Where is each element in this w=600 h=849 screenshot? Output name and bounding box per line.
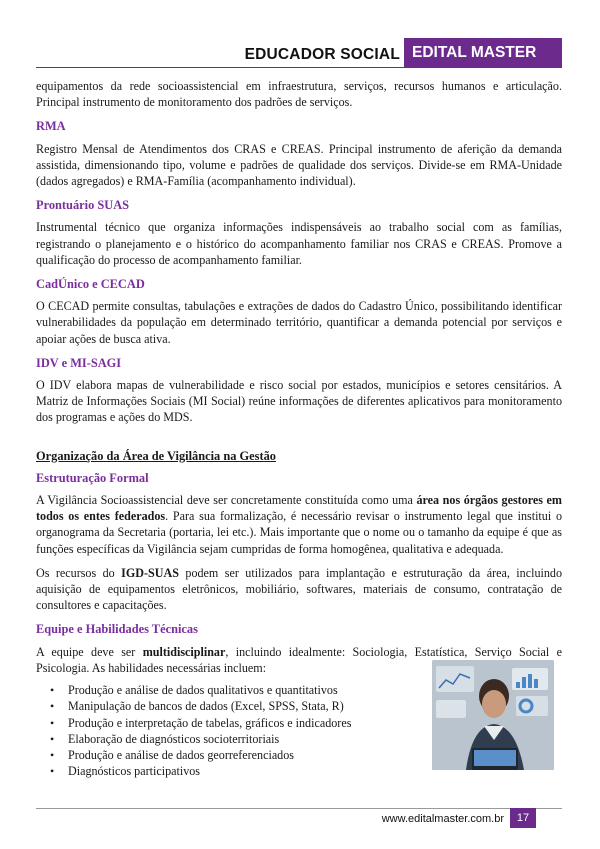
list-item: • Diagnósticos participativos xyxy=(54,763,424,779)
org-heading: Organização da Área de Vigilância na Gestão xyxy=(36,448,277,463)
analyst-dashboard-photo xyxy=(432,660,554,770)
team-paragraph: A equipe deve ser multidisciplinar, incluindo idealmente: Sociologia, Estatística, Serviço Social e Psicologia. As habilidades necessárias incluem: xyxy=(36,644,563,675)
header-course-title: EDUCADOR SOCIAL xyxy=(244,46,400,63)
team-title: Equipe e Habilidades Técnicas xyxy=(36,622,198,637)
skills-list xyxy=(36,682,424,779)
page-header xyxy=(0,0,600,68)
section-title-idv: IDV e MI-SAGI xyxy=(36,355,122,370)
list-item: • Produção e análise de dados georreferenciados xyxy=(54,747,424,763)
list-item: • Manipulação de bancos de dados (Excel, SPSS, Stata, R) xyxy=(54,698,424,714)
section-text-prontuario: Instrumental técnico que organiza informações indispensáveis ao trabalho social com as famílias, registrando o planejamento e o histórico do acompanhamento familiar nos CRAS e CREAS. Promove a qualificação do processo de acompanhamento familiar. xyxy=(36,220,562,267)
section-text-rma: Registro Mensal de Atendimentos dos CRAS e CREAS. Principal instrumento de aferição da demanda assistida, dimensionando tipo, volume e padrões de qualidade dos serviços. Divide-se em RMA-Unidade (dados agregados) e RMA-Família (acompanhamento individual). xyxy=(36,141,562,189)
header-brand-badge: EDITAL MASTER xyxy=(404,38,562,67)
formal-paragraph-1: A Vigilância Socioassistencial deve ser concretamente constituída como uma área nos órgãos gestores em todos os entes federados. Para sua formalização, é necessário revisar o instrumento legal que institui o organograma da Secretaria (portaria, lei etc.). Mais importante que o nome ou o tamanho da equipe é que as funções específicas da Vigilância sejam cumpridas de forma homogênea, qualitativa e adequada. xyxy=(36,493,562,556)
footer-divider xyxy=(36,808,562,809)
list-item: • Produção e análise de dados qualitativos e quantitativos xyxy=(54,682,424,698)
footer-website-link[interactable]: www.editalmaster.com.br xyxy=(381,813,504,825)
section-title-cadunico: CadÚnico e CECAD xyxy=(36,277,145,292)
section-title-prontuario: Prontuário SUAS xyxy=(36,198,130,213)
intro-paragraph: equipamentos da rede socioassistencial em infraestrutura, serviços, recursos humanos e articulação. Principal instrumento de monitoramento dos padrões de serviços. xyxy=(36,79,562,110)
formal-title: Estruturação Formal xyxy=(36,470,149,485)
formal-paragraph-2: Os recursos do IGD-SUAS podem ser utilizados para implantação e estruturação da área, incluindo aquisição de equipamentos eletrônicos, mobiliário, softwares, materiais de consumo, contratação de consultores e capacitações. xyxy=(36,565,562,613)
section-text-idv: O IDV elabora mapas de vulnerabilidade e risco social por estados, municípios e setores censitários. A Matriz de Informações Sociais (MI Social) reúne informações de diferentes aplicativos para monitoramento dos programas e ações do MDS. xyxy=(36,378,562,425)
section-title-rma: RMA xyxy=(36,119,66,134)
list-item: • Produção e interpretação de tabelas, gráficos e indicadores xyxy=(54,715,424,731)
list-item: • Elaboração de diagnósticos socioterritoriais xyxy=(54,731,424,747)
page-number: 17 xyxy=(510,808,536,828)
section-text-cadunico: O CECAD permite consultas, tabulações e extrações de dados do Cadastro Único, possibilitando identificar vulnerabilidades da população em determinado território, quantificar a demanda potencial por serviços e apoiar ações de busca ativa. xyxy=(36,299,562,346)
header-divider xyxy=(36,67,562,68)
